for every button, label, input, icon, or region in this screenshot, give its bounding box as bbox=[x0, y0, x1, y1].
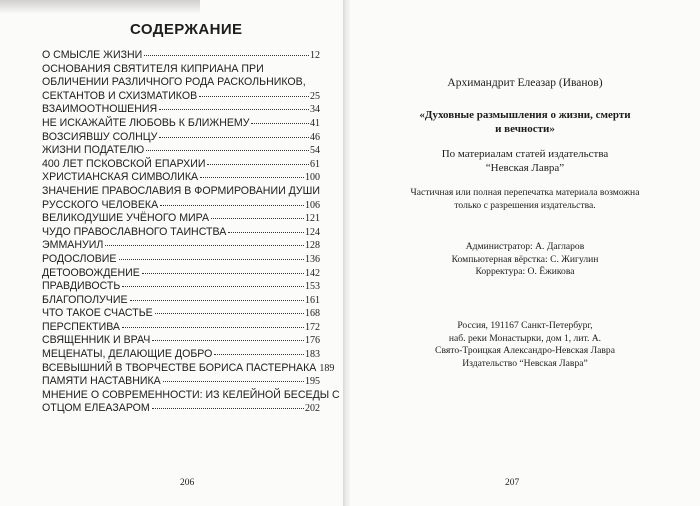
toc-entry-title: МЕЦЕНАТЫ, ДЕЛАЮЩИЕ ДОБРО bbox=[42, 348, 213, 361]
toc-entry-page: 189 bbox=[319, 362, 335, 374]
toc-entry bbox=[42, 402, 320, 416]
dot-leader bbox=[251, 123, 309, 124]
dot-leader bbox=[105, 245, 304, 246]
source-line: “Невская Лавра” bbox=[485, 161, 565, 174]
notice-line: Частичная или полная перепечатка материала возможна bbox=[410, 187, 640, 198]
page-shadow bbox=[0, 0, 200, 14]
dot-leader bbox=[207, 164, 309, 165]
page-number-right: 207 bbox=[505, 478, 520, 488]
dot-leader bbox=[142, 273, 304, 274]
title-line: «Духовные размышления о жизни, смерти bbox=[419, 109, 631, 121]
toc-entry-page: 124 bbox=[305, 226, 320, 238]
toc-entry bbox=[42, 239, 320, 253]
toc-entry-title: ПАМЯТИ НАСТАВНИКА bbox=[42, 375, 161, 388]
toc-entry bbox=[42, 76, 320, 90]
toc-entry bbox=[42, 131, 320, 145]
dot-leader bbox=[200, 177, 304, 178]
dot-leader bbox=[155, 313, 304, 314]
dot-leader bbox=[146, 150, 309, 151]
toc-entry-page: 121 bbox=[305, 213, 320, 225]
dot-leader bbox=[228, 232, 304, 233]
toc-entry bbox=[42, 280, 320, 294]
dot-leader bbox=[122, 286, 304, 287]
toc-entry-title: ВОЗСИЯВШУ СОЛНЦУ bbox=[42, 130, 158, 143]
toc-entry-page: 100 bbox=[305, 172, 320, 184]
address-line: Россия, 191167 Санкт-Петербург, bbox=[457, 320, 593, 331]
dot-leader bbox=[152, 408, 304, 409]
toc-entry bbox=[42, 226, 320, 240]
toc-entry-title: ВСЕВЫШНИЙ В ТВОРЧЕСТВЕ БОРИСА ПАСТЕРНАКА bbox=[42, 361, 317, 374]
toc-entry-page: 168 bbox=[305, 308, 320, 320]
toc-entry-page: 142 bbox=[305, 267, 320, 279]
dot-leader bbox=[152, 340, 304, 341]
book-gutter bbox=[343, 0, 350, 506]
publisher-address bbox=[350, 320, 700, 370]
credits bbox=[350, 241, 700, 279]
address-line: Свято-Троицкая Александро-Невская Лавра bbox=[435, 345, 615, 357]
dot-leader bbox=[159, 137, 309, 138]
toc-entry-title: СВЯЩЕННИК И ВРАЧ bbox=[42, 334, 151, 347]
toc-entry bbox=[42, 63, 320, 77]
toc-entry bbox=[42, 307, 320, 321]
toc-entry bbox=[42, 171, 320, 185]
dot-leader bbox=[160, 205, 304, 206]
toc-entry bbox=[42, 117, 320, 131]
toc-entry-page: 25 bbox=[310, 90, 320, 102]
toc-entry bbox=[42, 375, 320, 389]
contents-heading: СОДЕРЖАНИЕ bbox=[130, 21, 243, 38]
toc-entry-page: 136 bbox=[305, 253, 320, 265]
toc-entry-page: 106 bbox=[305, 199, 320, 211]
toc-entry bbox=[42, 90, 320, 104]
toc-entry-title: ХРИСТИАНСКАЯ СИМВОЛИКА bbox=[42, 171, 199, 184]
toc-entry-title: ВЕЛИКОДУШИЕ УЧЁНОГО МИРА bbox=[42, 212, 210, 225]
toc-entry-page: 41 bbox=[310, 117, 320, 129]
toc-entry-page: 54 bbox=[310, 145, 320, 157]
toc-entry-page: 195 bbox=[305, 376, 320, 388]
dot-leader bbox=[159, 109, 309, 110]
dot-leader bbox=[119, 259, 305, 260]
toc-entry bbox=[42, 321, 320, 335]
toc-entry bbox=[42, 267, 320, 281]
author-name: Архимандрит Елеазар (Иванов) bbox=[447, 77, 603, 89]
toc-entry bbox=[42, 253, 320, 267]
copyright-notice bbox=[350, 187, 700, 212]
toc-entry-title: БЛАГОПОЛУЧИЕ bbox=[42, 293, 128, 306]
toc-entry-page: 153 bbox=[305, 281, 320, 293]
toc-entry-page: 128 bbox=[305, 240, 320, 252]
book-title bbox=[350, 108, 700, 136]
toc-entry-title: ПРАВДИВОСТЬ bbox=[42, 280, 121, 293]
toc-entry-title: ОБЛИЧЕНИИ РАЗЛИЧНОГО РОДА РАСКОЛЬНИКОВ, bbox=[42, 76, 306, 89]
toc-entry-title: РУССКОГО ЧЕЛОВЕКА bbox=[42, 198, 159, 211]
toc-entry-page: 176 bbox=[305, 335, 320, 347]
dot-leader bbox=[144, 55, 309, 56]
dot-leader bbox=[130, 300, 304, 301]
dot-leader bbox=[211, 218, 304, 219]
toc-entry-title: МНЕНИЕ О СОВРЕМЕННОСТИ: ИЗ КЕЛЕЙНОЙ БЕСЕДЫ С bbox=[42, 388, 340, 401]
dot-leader bbox=[199, 96, 309, 97]
dot-leader bbox=[122, 327, 304, 328]
toc-entry bbox=[42, 212, 320, 226]
notice-line: только с разрешения издательства. bbox=[454, 199, 596, 211]
toc-entry-title: О СМЫСЛЕ ЖИЗНИ bbox=[42, 49, 143, 61]
toc-entry-title: ОТЦОМ ЕЛЕАЗАРОМ bbox=[42, 402, 150, 415]
toc-entry-page: 183 bbox=[305, 349, 320, 361]
toc-entry-title: ЗНАЧЕНИЕ ПРАВОСЛАВИЯ В ФОРМИРОВАНИИ ДУШИ bbox=[42, 184, 320, 197]
toc-entry bbox=[42, 49, 320, 63]
toc-entry-title: СЕКТАНТОВ И СХИЗМАТИКОВ bbox=[42, 89, 198, 102]
title-line: и вечности» bbox=[495, 123, 555, 135]
source-line: По материалам статей издательства bbox=[441, 148, 609, 160]
toc-entry-title: ОСНОВАНИЯ СВЯТИТЕЛЯ КИПРИАНА ПРИ bbox=[42, 62, 264, 75]
toc-entry-title: ЖИЗНИ ПОДАТЕЛЮ bbox=[42, 144, 145, 157]
address-line: Издательство “Невская Лавра” bbox=[462, 357, 588, 369]
toc-entry-title: НЕ ИСКАЖАЙТЕ ЛЮБОВЬ К БЛИЖНЕМУ bbox=[42, 116, 250, 129]
toc-entry bbox=[42, 361, 335, 376]
toc-entry-page: 61 bbox=[310, 158, 320, 170]
toc-entry bbox=[42, 294, 320, 308]
toc-entry bbox=[42, 185, 320, 199]
toc-entry bbox=[42, 199, 320, 213]
left-page bbox=[0, 0, 343, 506]
dot-leader bbox=[214, 354, 304, 355]
credit-line: Корректура: О. Ёжикова bbox=[475, 266, 575, 278]
toc-entry-page: 172 bbox=[305, 321, 320, 333]
toc-entry-page: 202 bbox=[305, 403, 320, 415]
address-line: наб. реки Монастырки, дом 1, лит. А. bbox=[448, 332, 602, 344]
credit-line: Администратор: А. Дагларов bbox=[465, 241, 585, 252]
dot-leader bbox=[163, 381, 304, 382]
page-number-left: 206 bbox=[180, 478, 195, 488]
toc-entry bbox=[42, 144, 320, 158]
right-page bbox=[350, 0, 700, 506]
toc-entry bbox=[42, 103, 320, 117]
toc-entry bbox=[42, 388, 340, 403]
toc-entry-page: 161 bbox=[305, 294, 320, 306]
source-note bbox=[350, 148, 700, 175]
toc-entry-page: 12 bbox=[310, 50, 320, 61]
credit-line: Компьютерная вёрстка: С. Жигулин bbox=[451, 253, 599, 265]
toc-entry-title: ЧУДО ПРАВОСЛАВНОГО ТАИНСТВА bbox=[42, 225, 227, 238]
toc-entry-page: 46 bbox=[310, 131, 320, 143]
toc-entry-title: ДЕТООВОЖДЕНИЕ bbox=[42, 266, 140, 279]
table-of-contents bbox=[42, 49, 340, 416]
toc-entry-title: ЭММАНУИЛ bbox=[42, 239, 104, 252]
toc-entry bbox=[42, 348, 320, 362]
toc-entry bbox=[42, 158, 320, 172]
toc-entry-title: ЧТО ТАКОЕ СЧАСТЬЕ bbox=[42, 307, 153, 320]
toc-entry-title: РОДОСЛОВИЕ bbox=[42, 252, 117, 265]
toc-entry-page: 34 bbox=[310, 104, 320, 116]
toc-entry-title: ПЕРСПЕКТИВА bbox=[42, 320, 120, 333]
toc-entry-title: 400 ЛЕТ ПСКОВСКОЙ ЕПАРХИИ bbox=[42, 157, 206, 170]
toc-entry-title: ВЗАИМООТНОШЕНИЯ bbox=[42, 103, 158, 116]
toc-entry bbox=[42, 334, 320, 348]
